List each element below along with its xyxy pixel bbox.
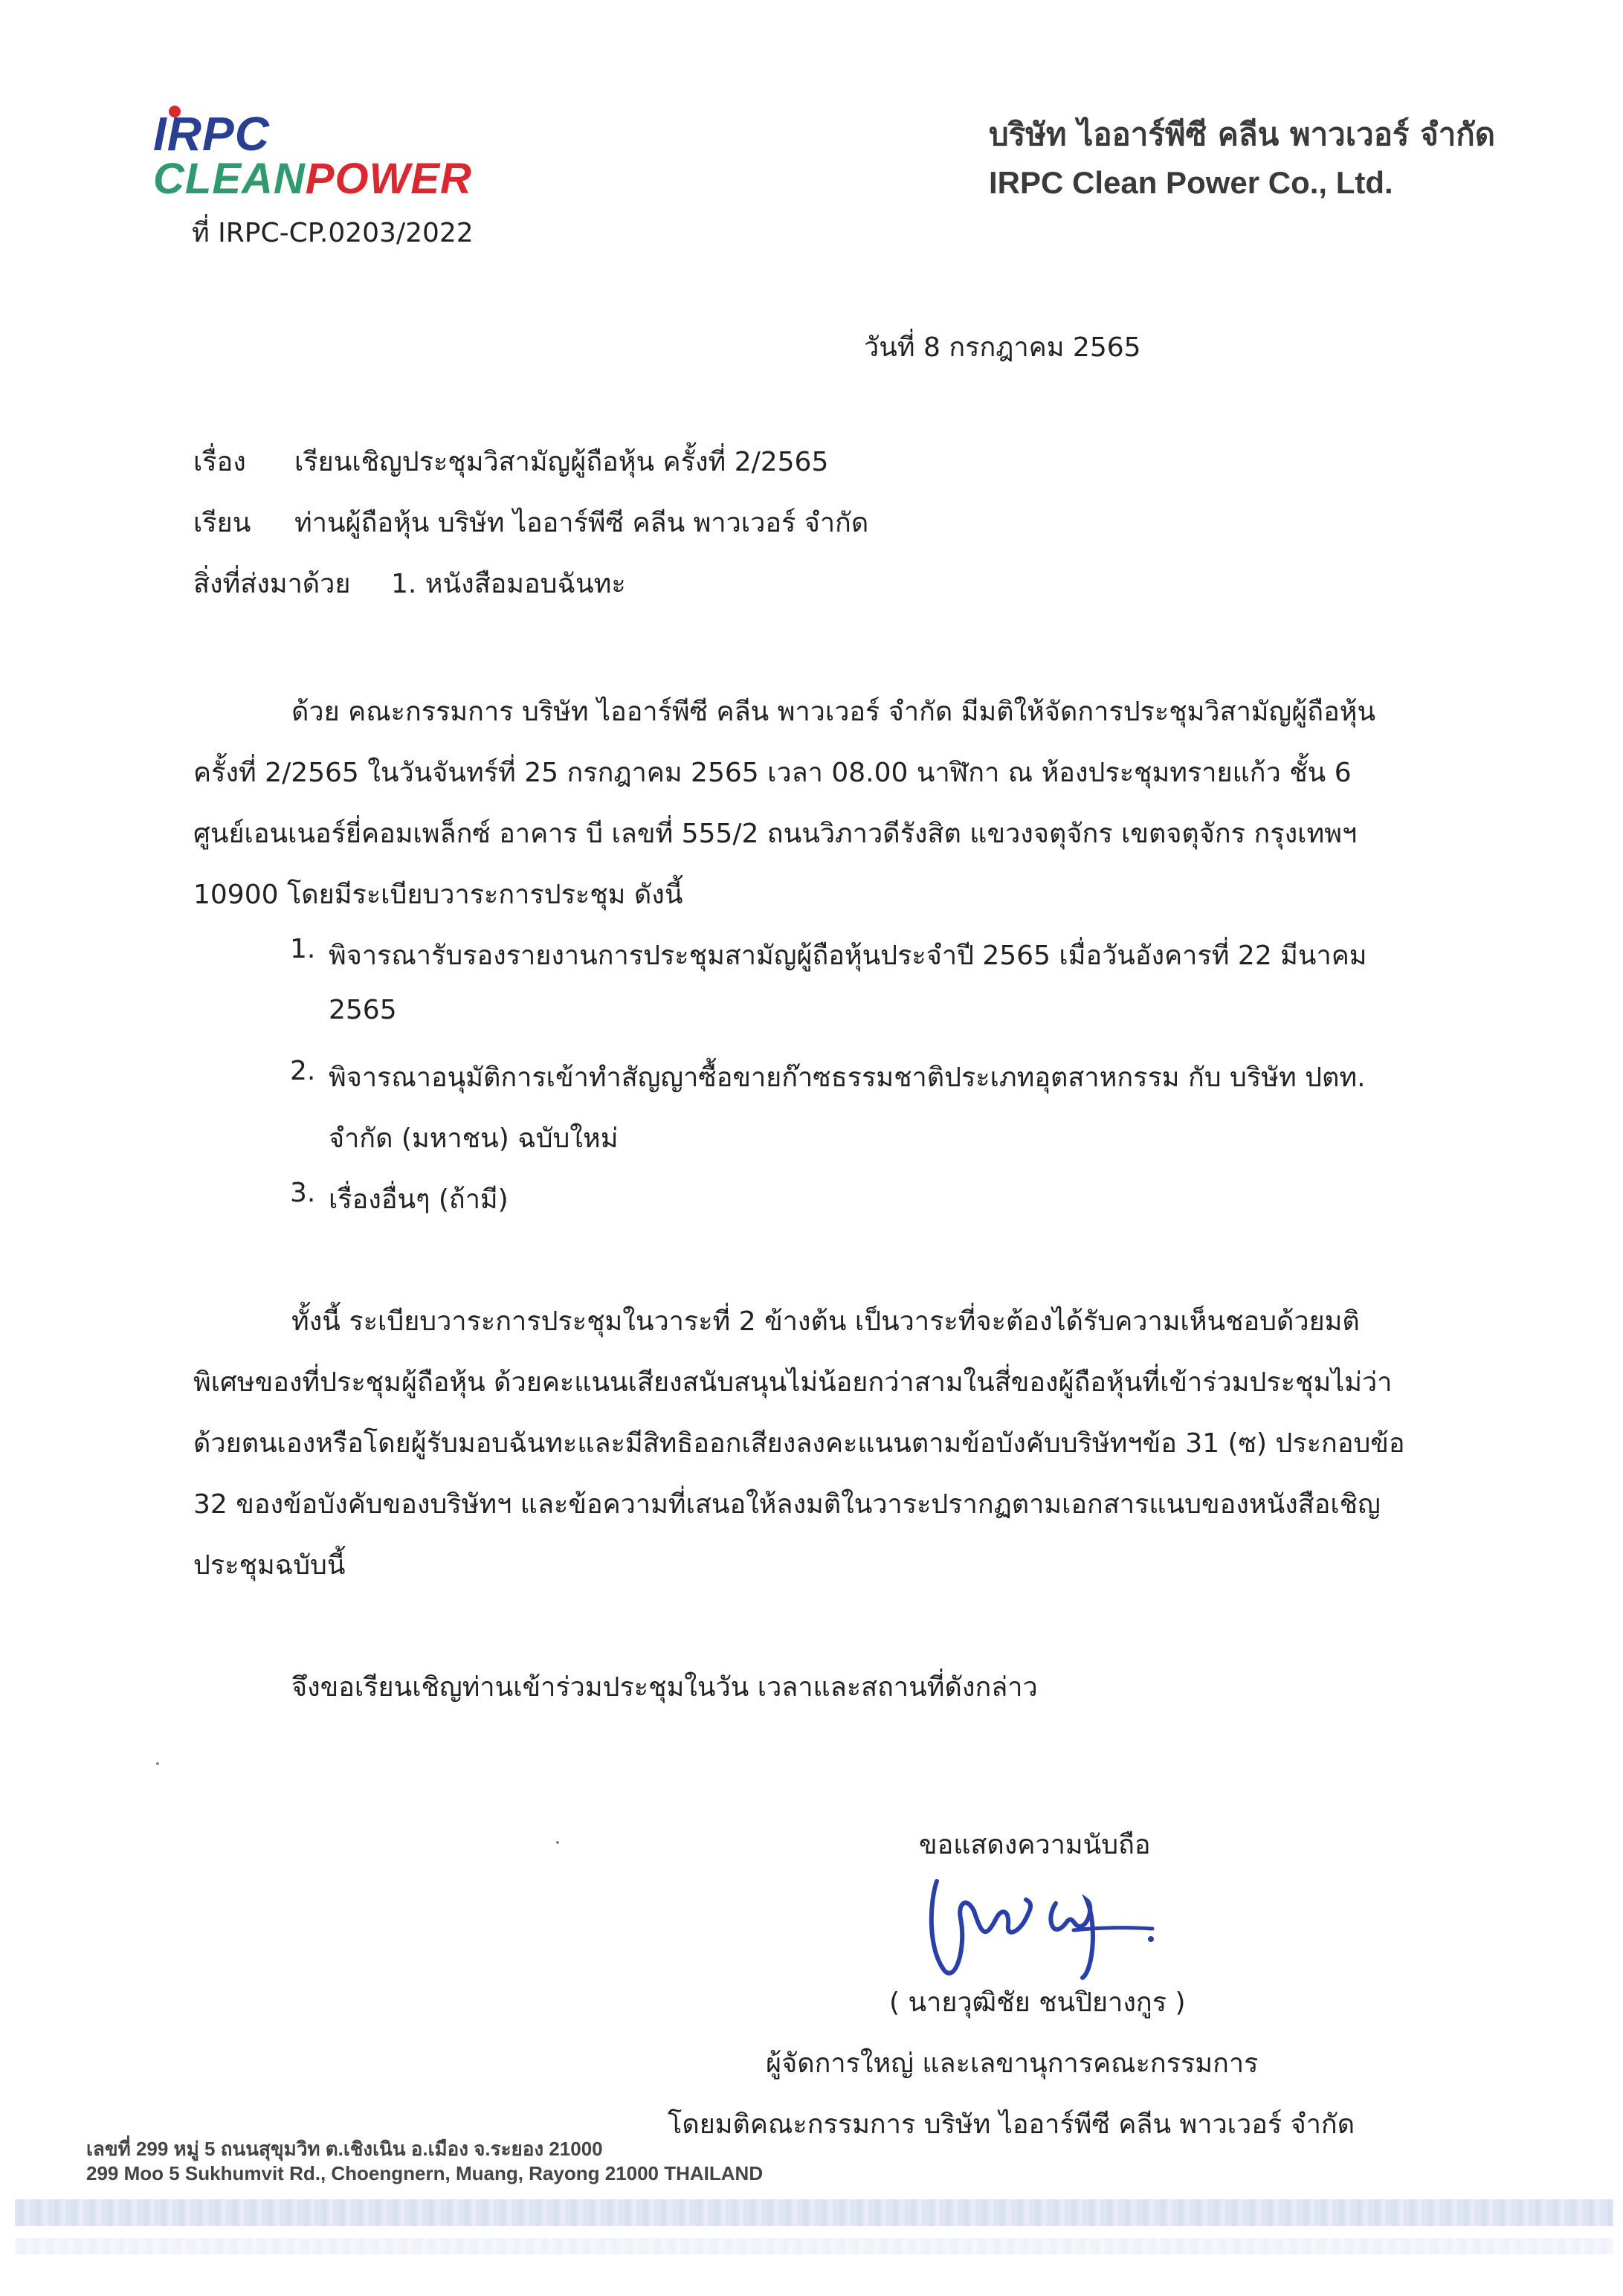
- scan-speck: [156, 1762, 159, 1765]
- agenda-number: 1.: [290, 934, 316, 964]
- to-text: ท่านผู้ถือหุ้น บริษัท ไออาร์พีซี คลีน พาวเวอร์ จำกัด: [294, 508, 869, 538]
- company-logo-cleanpower: CLEANPOWER: [153, 155, 472, 203]
- enclosure-label: สิ่งที่ส่งมาด้วย: [193, 569, 351, 599]
- reference-number: ที่ IRPC-CP.0203/2022: [192, 218, 474, 248]
- body-para1-line: 10900 โดยมีระเบียบวาระการประชุม ดังนี้: [193, 880, 683, 910]
- company-name-th: บริษัท ไออาร์พีซี คลีน พาวเวอร์ จำกัด: [989, 116, 1496, 152]
- footer-address-en: 299 Moo 5 Sukhumvit Rd., Choengnern, Muang, Rayong 21000 THAILAND: [86, 2162, 764, 2184]
- subject-label: เรื่อง: [193, 447, 246, 477]
- body-para2-line: พิเศษของที่ประชุมผู้ถือหุ้น ด้วยคะแนนเสียงสนับสนุนไม่น้อยกว่าสามในสี่ของผู้ถือหุ้นที่เข้าร่วมประชุมไม่ว่า: [193, 1367, 1393, 1398]
- signer-title-1: ผู้จัดการใหญ่ และเลขานุการคณะกรรมการ: [766, 2048, 1259, 2079]
- footer-address-th: เลขที่ 299 หมู่ 5 ถนนสุขุมวิท ต.เชิงเนิน อ.เมือง จ.ระยอง 21000: [86, 2138, 603, 2160]
- agenda-number: 2.: [290, 1056, 316, 1086]
- body-para2-line: ทั้งนี้ ระเบียบวาระการประชุมในวาระที่ 2 ข้างต้น เป็นวาระที่จะต้องได้รับความเห็นชอบด้วยมติ: [291, 1306, 1360, 1337]
- body-para2-line: ประชุมฉบับนี้: [193, 1550, 346, 1581]
- subject-text: เรียนเชิญประชุมวิสามัญผู้ถือหุ้น ครั้งที่ 2/2565: [294, 447, 829, 477]
- body-para2-line: ด้วยตนเองหรือโดยผู้รับมอบฉันทะและมีสิทธิออกเสียงลงคะแนนตามข้อบังคับบริษัทฯข้อ 31 (ซ) ประกอบข้อ: [193, 1428, 1405, 1459]
- agenda-item-line: เรื่องอื่นๆ (ถ้ามี): [329, 1184, 509, 1215]
- to-label: เรียน: [193, 508, 251, 538]
- signature-image: [914, 1859, 1160, 1985]
- agenda-item-line: พิจารณาอนุมัติการเข้าทำสัญญาซื้อขายก๊าซธรรมชาติประเภทอุตสาหกรรม กับ บริษัท ปตท.: [329, 1062, 1366, 1093]
- enclosure-text: 1. หนังสือมอบฉันทะ: [391, 569, 626, 599]
- company-name-en: IRPC Clean Power Co., Ltd.: [989, 165, 1393, 200]
- agenda-number: 3.: [290, 1178, 316, 1208]
- company-logo-irpc: IRPC: [153, 107, 270, 161]
- body-para2-line: 32 ของข้อบังคับของบริษัทฯ และข้อความที่เสนอให้ลงมติในวาระปรากฏตามเอกสารแนบของหนังสือเชิญ: [193, 1489, 1381, 1520]
- scan-speck: [556, 1841, 559, 1844]
- body-para3: จึงขอเรียนเชิญท่านเข้าร่วมประชุมในวัน เวลาและสถานที่ดังกล่าว: [291, 1672, 1038, 1703]
- agenda-item-line: จำกัด (มหาชน) ฉบับใหม่: [329, 1123, 619, 1154]
- closing-regards: ขอแสดงความนับถือ: [919, 1830, 1151, 1860]
- agenda-item-line: 2565: [329, 995, 397, 1025]
- signer-name: ( นายวุฒิชัย ชนปิยางกูร ): [889, 1987, 1186, 2018]
- body-para1-line: ครั้งที่ 2/2565 ในวันจันทร์ที่ 25 กรกฎาคม 2565 เวลา 08.00 นาฬิกา ณ ห้องประชุมทรายแก้ว ชั้น 6: [193, 758, 1352, 788]
- body-para1-line: ด้วย คณะกรรมการ บริษัท ไออาร์พีซี คลีน พาวเวอร์ จำกัด มีมติให้จัดการประชุมวิสามัญผู้ถือหุ้น: [291, 697, 1376, 727]
- letter-date: วันที่ 8 กรกฎาคม 2565: [864, 332, 1141, 363]
- body-para1-line: ศูนย์เอนเนอร์ยี่คอมเพล็กซ์ อาคาร บี เลขที่ 555/2 ถนนวิภาวดีรังสิต แขวงจตุจักร เขตจตุจักร กรุงเทพฯ: [193, 819, 1358, 849]
- agenda-item-line: พิจารณารับรองรายงานการประชุมสามัญผู้ถือหุ้นประจำปี 2565 เมื่อวันอังคารที่ 22 มีนาคม: [329, 941, 1367, 971]
- signer-title-2: โดยมติคณะกรรมการ บริษัท ไออาร์พีซี คลีน พาวเวอร์ จำกัด: [668, 2109, 1355, 2140]
- footer-decorative-band-secondary: [15, 2238, 1613, 2254]
- footer-decorative-band: [15, 2199, 1613, 2226]
